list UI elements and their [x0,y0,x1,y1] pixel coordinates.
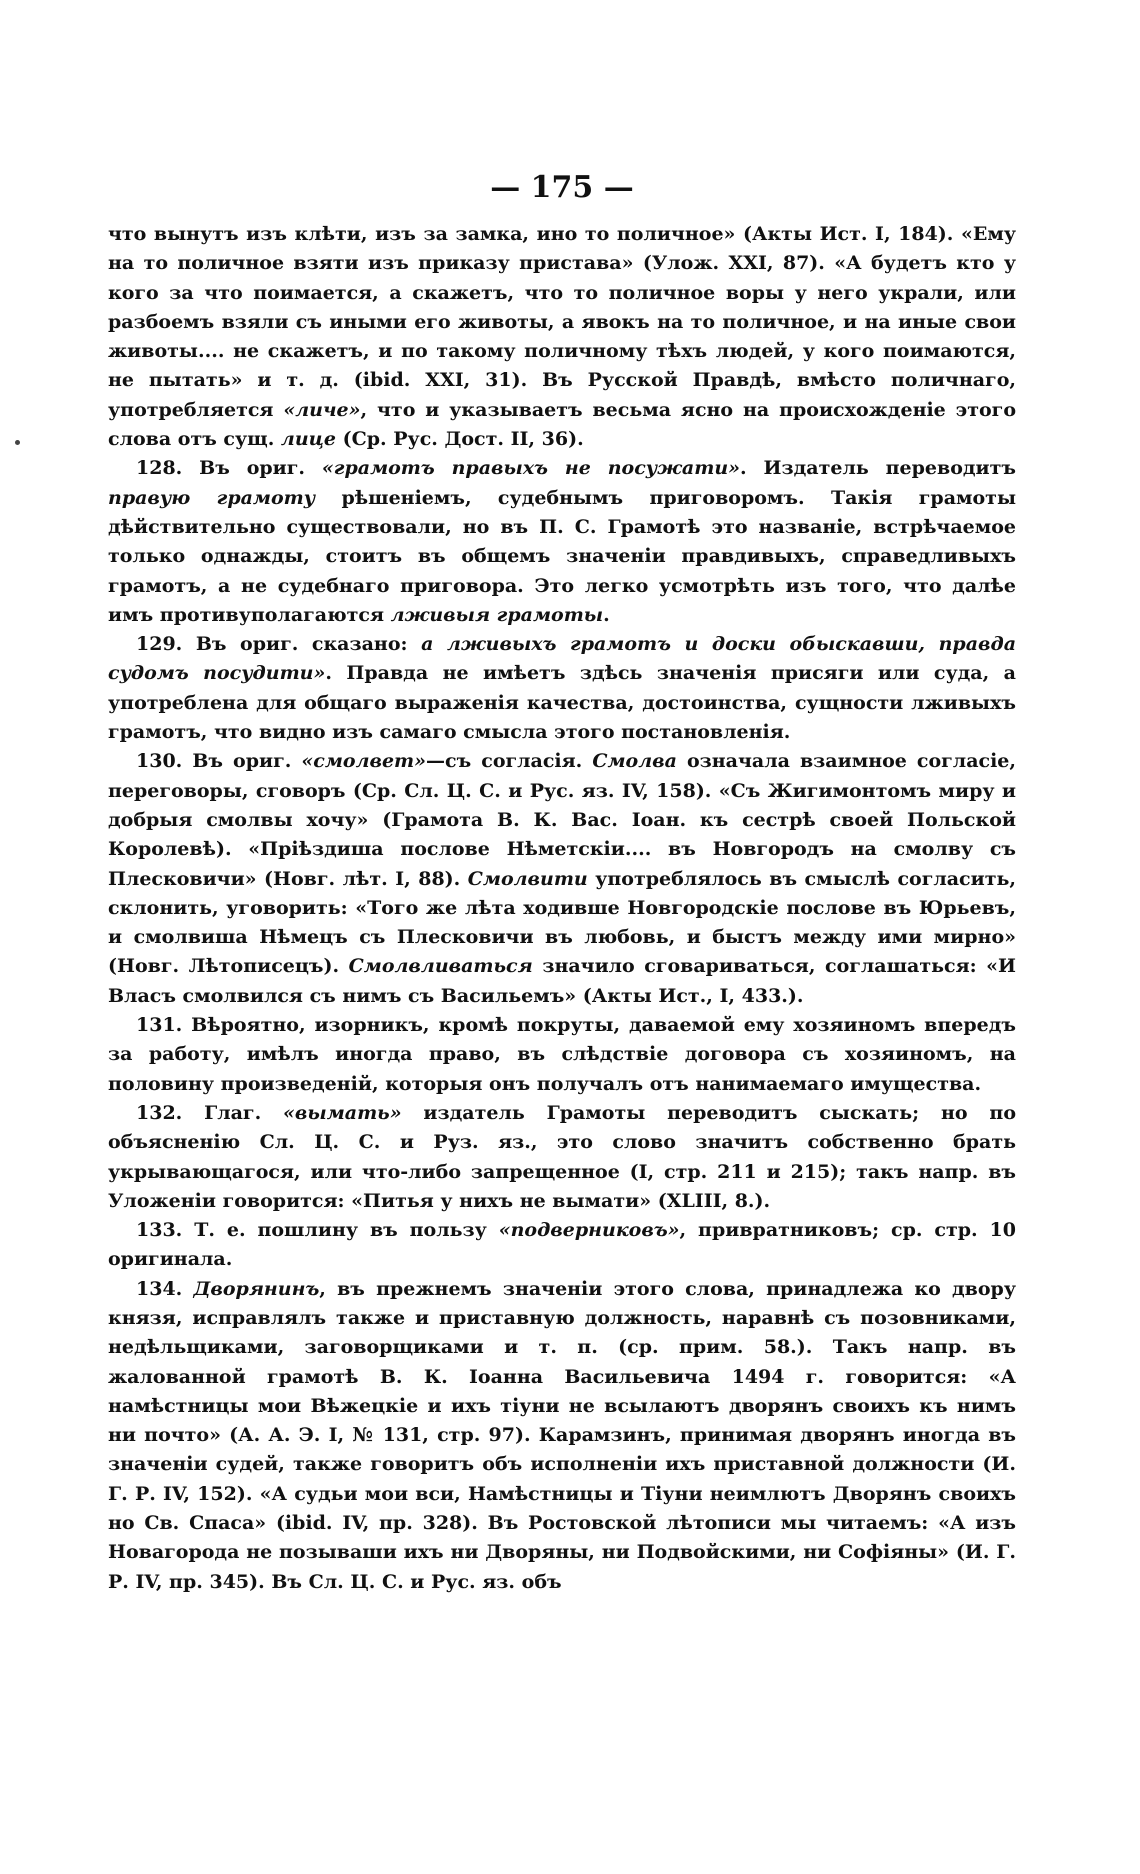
paragraph-p128 [108,454,1016,630]
body-text: 133. Т. е. пошлину въ пользу [136,1219,499,1242]
paragraph-p129 [108,630,1016,747]
italic-text: «смолвет» [301,750,427,773]
italic-text: «грамотъ правыхъ не посужати» [321,457,741,480]
paragraph-p132 [108,1099,1016,1216]
italic-text: лживыя грамоты [390,603,604,626]
page-number: — 175 — [490,170,634,205]
body-text: 131. Вѣроятно, изорникъ, кромѣ покруты, даваемой ему хозяиномъ впередъ за работу, имѣлъ иногда право, въ слѣдствіе договора съ хозяиномъ, на половину произведеній, которыя онъ получалъ отъ нанимаемаго имущества. [108,1014,1016,1095]
paragraph-p0 [108,220,1016,454]
italic-text: «вымать» [283,1101,402,1124]
paragraph-p133 [108,1216,1016,1275]
body-text: . Издатель переводитъ [740,457,1017,480]
body-text: —съ согласія. [426,750,593,773]
italic-text: Смолвити [467,867,588,890]
paragraph-p131 [108,1011,1016,1099]
body-text: что вынутъ изъ клѣти, изъ за замка, ино то поличное» (Акты Ист. I, 184). «Ему на то поличное взяти изъ приказу пристава» (Улож. XXI, 87). «А будетъ кто у кого за что поимается, а скажетъ, что то поличное воры у него украли, или разбоемъ взяли съ иными его животы, а явокъ на то поличное, и на иные свои животы.... не скажетъ, и по такому поличному тѣхъ людей, у кого поимаются, не пытать» и т. д. (ibid. XXI, 31). Въ Русской Правдѣ, вмѣсто поличнаго, употребляется [108,223,1016,421]
italic-text: Смолвливаться [348,955,533,978]
body-text: 130. Въ ориг. [136,750,302,773]
paragraph-p134 [108,1275,1016,1597]
body-text: . [603,603,610,626]
paragraph-p130 [108,747,1016,1011]
page-body [108,220,1016,1597]
book-page [108,170,1016,1597]
italic-text: а лживыхъ грамотъ и доски обыскавши, правда судомъ посудити» [108,633,1017,685]
body-text: означала взаимное согласіе, переговоры, сговоръ (Ср. Сл. Ц. С. и Рус. яз. IV, 158). «Съ Жигимонтомъ миру и добрыя смолвы хочу» (Грамота В. К. Вас. Іоан. къ сестрѣ своей Польской Королевѣ). «Пріѣздиша послове Нѣметскіи.... въ Новгородъ на смолву съ Плесковичи» (Новг. лѣт. I, 88). [108,750,1017,890]
body-text: 128. Въ ориг. [136,457,322,480]
body-text: 129. Въ ориг. сказано: [136,633,422,656]
body-text: , что и указываетъ весьма ясно на происхожденіе этого слова отъ сущ. [108,398,1016,451]
italic-text: «личе» [283,398,361,421]
body-text: , привратниковъ; ср. стр. 10 оригинала. [108,1219,1017,1271]
body-text: (Ср. Рус. Дост. II, 36). [336,428,584,451]
body-text: издатель Грамоты переводитъ сыскать; но по объясненію Сл. Ц. С. и Руз. яз., это слово значитъ собственно брать укрывающагося, или что-либо запрещенное (I, стр. 211 и 215); такъ напр. въ Уложеніи говорится: «Питья у нихъ не вымати» (XLIII, 8.). [108,1101,1016,1212]
body-text: 134. [136,1277,194,1300]
body-text: . Правда не имѣетъ здѣсь значенія присяги или суда, а употреблена для общаго выраженія качества, достоинства, сущности лживыхъ грамотъ, что видно изъ самаго смысла этого постановленія. [108,662,1016,744]
body-text: рѣшеніемъ, судебнымъ приговоромъ. Такія грамоты дѣйствительно существовали, но въ П. С. Грамотѣ это названіе, встрѣчаемое только однажды, стоитъ въ общемъ значеніи правдивыхъ, справедливыхъ грамотъ, а не судебнаго приговора. Это легко усмотрѣть изъ того, что далѣе имъ противуполагаются [108,486,1016,626]
body-text: , въ прежнемъ значеніи этого слова, принадлежа ко двору князя, исправлялъ также и приставную должность, наравнѣ съ позовниками, недѣльщиками, заговорщиками и т. п. (ср. прим. 58.). Такъ напр. въ жалованной грамотѣ В. К. Іоанна Васильевича 1494 г. говорится: «А намѣстницы мои Вѣжецкіе и ихъ тіуни не всылаютъ дворянъ своихъ къ нимъ ни почто» (А. А. Э. I, № 131, стр. 97). Карамзинъ, принимая дворянъ иногда въ значеніи судей, также говоритъ объ исполненіи ихъ приставной должности (И. Г. Р. IV, 152). «А судьи мои вси, Намѣстницы и Тіуни неимлютъ Дворянъ своихъ но Св. Спаса» (ibid. IV, пр. 328). Въ Ростовской лѣтописи мы читаемъ: «А изъ Новагорода не позываши ихъ ни Дворяны, ни Подвойскими, ни Софіяны» (И. Г. Р. IV, пр. 345). Въ Сл. Ц. С. и Рус. яз. объ [108,1277,1017,1593]
body-text: 132. Глаг. [136,1101,284,1124]
italic-text: правую грамоту [108,486,316,509]
italic-text: «подверниковъ» [498,1219,680,1242]
italic-text: лице [280,428,336,451]
body-text: значило сговариваться, соглашаться: «И Власъ смолвился съ нимъ съ Васильемъ» (Акты Ист., I, 433.). [108,955,1016,1007]
italic-text: Смолва [592,750,677,773]
italic-text: Дворянинъ [193,1277,320,1300]
margin-speck [15,440,20,445]
body-text: употреблялось въ смыслѣ согласить, склонить, уговорить: «Того же лѣта ходивше Новгородскіе послове въ Юрьевъ, и смолвиша Нѣмецъ съ Плесковичи въ любовь, и быстъ между ими мирно» (Новг. Лѣтописецъ). [108,867,1016,978]
